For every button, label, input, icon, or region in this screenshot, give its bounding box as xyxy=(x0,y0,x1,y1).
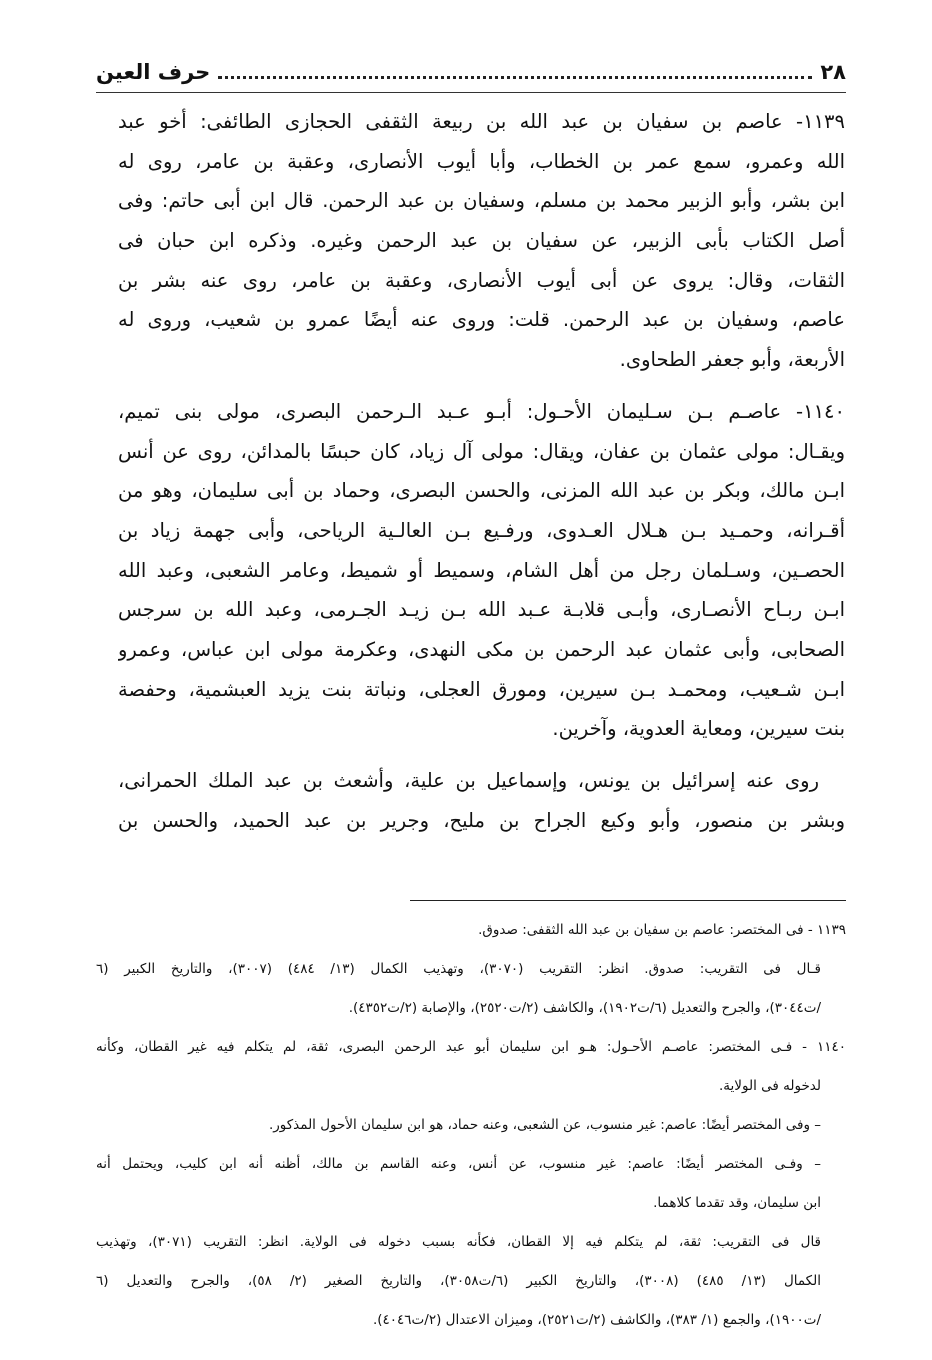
footnotes xyxy=(96,911,846,1340)
chapter-title: حرف العين xyxy=(96,60,211,84)
text-line: ١١٤٠- عاصـم بـن سـليمان الأحـول: أبـو عـبد الـرحمن البصرى، مولى بنى تميم، xyxy=(118,399,845,423)
text-line: بنت سيرين، ومعاية العدوية، وآخرين. xyxy=(552,717,845,741)
text-line: ابـن مالك، وبكر بن عبد الله المزنى، والحسن البصرى، وحماد بن أبى سليمان، وهو من xyxy=(118,479,845,503)
page-number: ٢٨ xyxy=(820,60,846,84)
footnote-line: قـال فى التقريب: صدوق. انظر: التقريب (٣٠٧٠)، وتهذيب الكمال (١٣/ ٤٨٤) (٣٠٠٧)، والتاريخ الكبير (٦ xyxy=(96,961,821,977)
text-line: أقـرانه، وحمـيد بـن هـلال العـدوى، ورفـيع بـن العالـية الرياحى، وأبى جهمة زياد بن xyxy=(118,518,845,542)
text-line: الحصـين، وسـلمان رجل من أهل الشام، وسميط أو شميط، وعامر الشعبى، وعبد الله xyxy=(118,558,845,582)
footnote-divider xyxy=(410,900,846,901)
entry-paragraph xyxy=(118,761,845,840)
text-line: أصل الكتاب بأبى الزبير، عن سفيان بن عبد الرحمن وغيره. وذكره ابن حبان فى xyxy=(118,229,845,253)
footnote-line: ١١٣٩ - فى المختصر: عاصم بن سفيان بن عبد الله الثقفى: صدوق. xyxy=(478,922,846,938)
header-divider xyxy=(96,92,846,93)
footnote xyxy=(96,1145,846,1223)
running-header xyxy=(96,54,846,90)
text-line: ١١٣٩- عاصم بن سفيان بن عبد الله بن ربيعة الثقفى الحجازى الطائفى: أخو عبد xyxy=(118,110,845,133)
footnote xyxy=(96,1223,846,1340)
text-line: الأربعة، وأبو جعفر الطحاوى. xyxy=(619,348,845,372)
footnote-line: – وفى المختصر أيضًا: عاصم: غير منسوب، عن الشعبى، وعنه حماد، هو ابن سليمان الأحول المذكور. xyxy=(268,1117,821,1133)
footnote-line: /ت١٩٠٠)، والجمع (١/ ٣٨٣)، والكاشف (٢/ت٢٥٢١)، وميزان الاعتدال (٢/ت٤٠٤٦). xyxy=(372,1312,821,1328)
text-line: ابـن شـعيب، ومحمـد بـن سيرين، ومورق العجلى، ونباتة بنت يزيد العبشمية، وحفصة xyxy=(118,677,845,701)
footnote xyxy=(96,1028,846,1106)
text-line: الصحابى، وأبى عثمان عبد الرحمن بن مكى النهدى، وعكرمة مولى ابن عباس، وعمرو xyxy=(118,637,845,661)
text-line: ابن بشر، وأبو الزبير محمد بن مسلم، وسفيان بن عبد الرحمن. قال ابن أبى حاتم: وفى xyxy=(118,189,845,213)
text-line: ويقـال: مولى عثمان بن عفان، ويقال: مولى آل زياد، كان حبسًا بالمدائن، روى عن أنس xyxy=(118,439,845,463)
footnote xyxy=(96,950,846,1028)
entry-paragraph xyxy=(118,102,845,380)
text-line: روى عنه إسرائيل بن يونس، وإسماعيل بن علية، وأشعث بن عبد الملك الحمرانى، xyxy=(118,769,819,792)
footnote-line: الكمال (١٣/ ٤٨٥) (٣٠٠٨)، والتاريخ الكبير (٦/ت٣٠٥٨)، والتاريخ الصغير (٢/ ٥٨)، والجرح والتعديل (٦ xyxy=(96,1273,821,1289)
entry-paragraph xyxy=(118,392,845,749)
text-line: الثقات، وقال: يروى عن أبى أيوب الأنصارى، وعقبة بن عامر، روى عنه بشر بن xyxy=(118,268,845,292)
text-line: عاصم، وسفيان بن عبد الرحمن. قلت: وروى عنه أيضًا عمرو بن شعيب، وروى له xyxy=(118,308,845,332)
text-line: وبشر بن منصور، وأبو وكيع الجراح بن مليح، وجرير بن عبد الحميد، والحسن بن xyxy=(118,808,845,832)
leader-dots xyxy=(218,76,812,79)
footnote-line: قال فى التقريب: ثقة، لم يتكلم فيه إلا القطان، فكأنه بسبب دخوله فى الولاية. انظر: التقريب (٣٠٧١)، وتهذيب xyxy=(96,1234,822,1250)
footnote xyxy=(96,911,846,950)
footnote-line: ١١٤٠ - فـى المختصر: عاصـم الأحـول: هـو ابن سليمان أبو عبد الرحمن البصرى، ثقة، لم يتكلم فيه غير القطان، وكأنه xyxy=(96,1039,846,1055)
footnote-line: – وفـى المختصر أيضًا: عاصم: غير منسوب، عن أنس، وعنه القاسم بن مالك، أظنه أنه ابن كليب، ويحتمل أنه xyxy=(96,1156,821,1172)
footnote-line: لدخوله فى الولاية. xyxy=(719,1078,821,1094)
main-text xyxy=(118,102,845,852)
text-line: الله وعمرو، سمع عمر بن الخطاب، وأبا أيوب الأنصارى، وعقبة بن عامر، روى له xyxy=(118,149,845,173)
footnote-line: /ت٣٠٤٤)، والجرح والتعديل (٦/ت١٩٠٢)، والكاشف (٢/ت٢٥٢٠)، والإصابة (٢/ت٤٣٥٢). xyxy=(348,1000,821,1016)
footnote xyxy=(96,1106,846,1145)
footnote-line: ابن سليمان، وقد تقدما كلاهما. xyxy=(653,1195,821,1211)
text-line: ابـن ربـاح الأنصـارى، وأبـى قلابـة عـبد الله بـن زيـد الجـرمى، وعبد الله بن سرجس xyxy=(118,598,845,622)
